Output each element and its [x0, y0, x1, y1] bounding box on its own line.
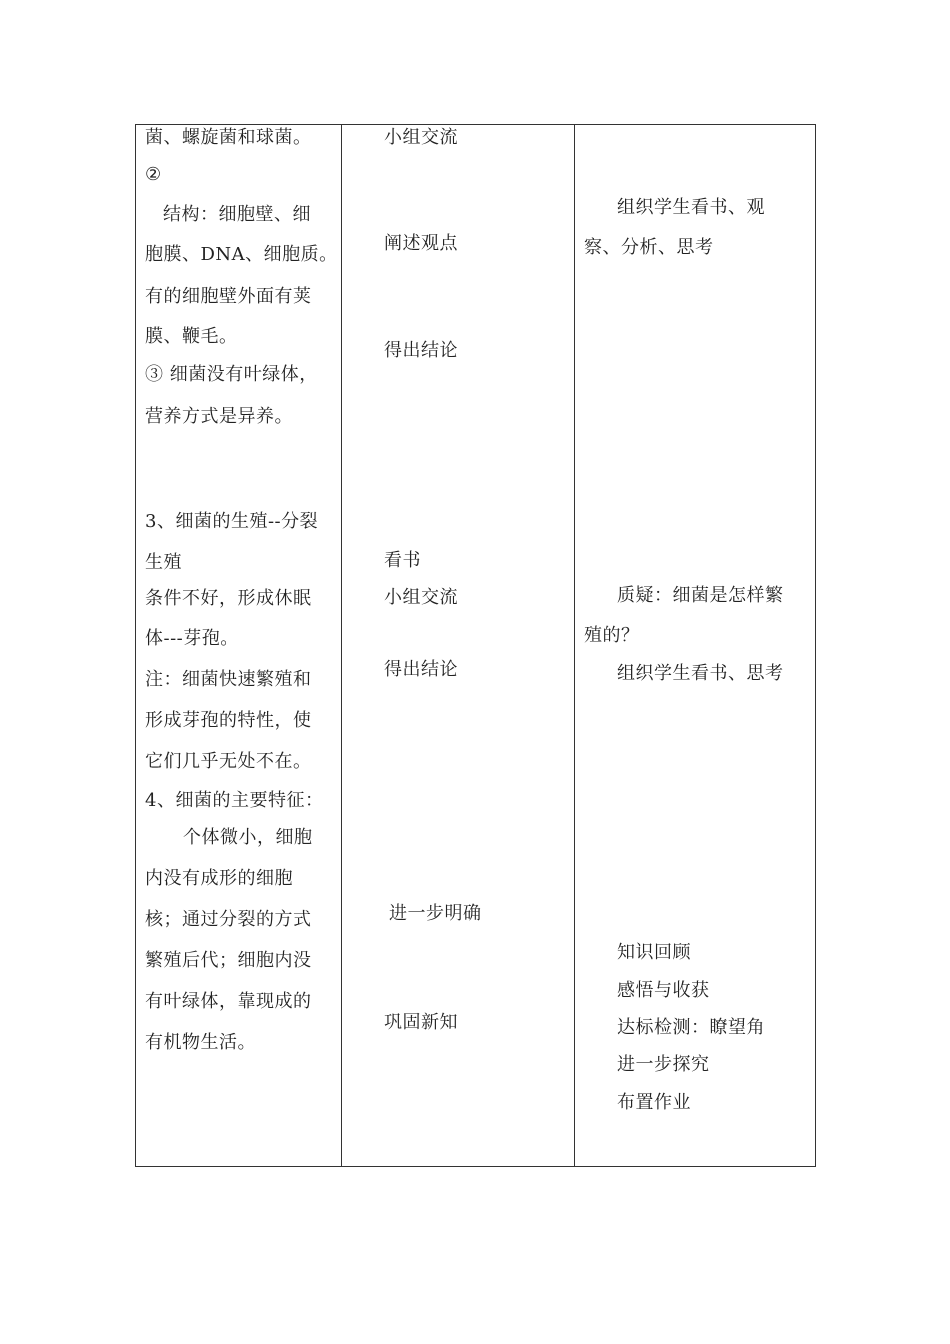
student-activity-line: 得出结论	[384, 659, 458, 680]
content-line: 营养方式是异养。	[145, 406, 293, 427]
content-line: 菌、螺旋菌和球菌。	[145, 127, 312, 148]
content-line: 生殖	[145, 552, 182, 573]
content-line: ③ 细菌没有叶绿体，	[145, 364, 318, 385]
content-line: 结构：细胞壁、细	[163, 204, 311, 225]
student-activity-line: 得出结论	[384, 340, 458, 361]
content-line: 体---芽孢。	[145, 628, 239, 649]
content-line: 核；通过分裂的方式	[145, 909, 312, 930]
teacher-activity-line: 质疑：细菌是怎样繁	[617, 585, 784, 606]
content-line: 胞膜、DNA、细胞质。	[145, 244, 338, 265]
student-activity-line: 小组交流	[384, 127, 458, 148]
teacher-activity-line: 布置作业	[617, 1092, 691, 1113]
column-divider	[574, 125, 575, 1166]
content-line: ②	[145, 164, 162, 185]
teacher-activity-line: 组织学生看书、思考	[617, 663, 784, 684]
teacher-activity-line: 组织学生看书、观	[617, 197, 765, 218]
content-line: 它们几乎无处不在。	[145, 751, 312, 772]
content-line: 内没有成形的细胞	[145, 868, 293, 889]
content-line: 注：细菌快速繁殖和	[145, 669, 312, 690]
student-activity-line: 看书	[384, 550, 421, 571]
teacher-activity-line: 殖的？	[584, 625, 640, 646]
content-line: 4、细菌的主要特征：	[145, 790, 324, 811]
content-line: 个体微小，细胞	[183, 827, 313, 848]
column-divider	[341, 125, 342, 1166]
student-activity-line: 小组交流	[384, 587, 458, 608]
teacher-activity-line: 进一步探究	[617, 1054, 710, 1075]
student-activity-line: 进一步明确	[389, 903, 482, 924]
content-line: 3、细菌的生殖--分裂	[145, 511, 319, 532]
content-line: 有叶绿体，靠现成的	[145, 991, 312, 1012]
content-line: 繁殖后代；细胞内没	[145, 950, 312, 971]
teacher-activity-line: 知识回顾	[617, 942, 691, 963]
content-line: 形成芽孢的特性，使	[145, 710, 312, 731]
teacher-activity-line: 达标检测：瞭望角	[617, 1017, 765, 1038]
content-line: 有机物生活。	[145, 1032, 256, 1053]
content-line: 有的细胞壁外面有荚	[145, 286, 312, 307]
content-line: 膜、鞭毛。	[145, 326, 238, 347]
student-activity-line: 阐述观点	[384, 233, 458, 254]
student-activity-line: 巩固新知	[384, 1012, 458, 1033]
teacher-activity-line: 感悟与收获	[617, 980, 710, 1001]
content-line: 条件不好，形成休眠	[145, 588, 312, 609]
teacher-activity-line: 察、分析、思考	[584, 237, 714, 258]
